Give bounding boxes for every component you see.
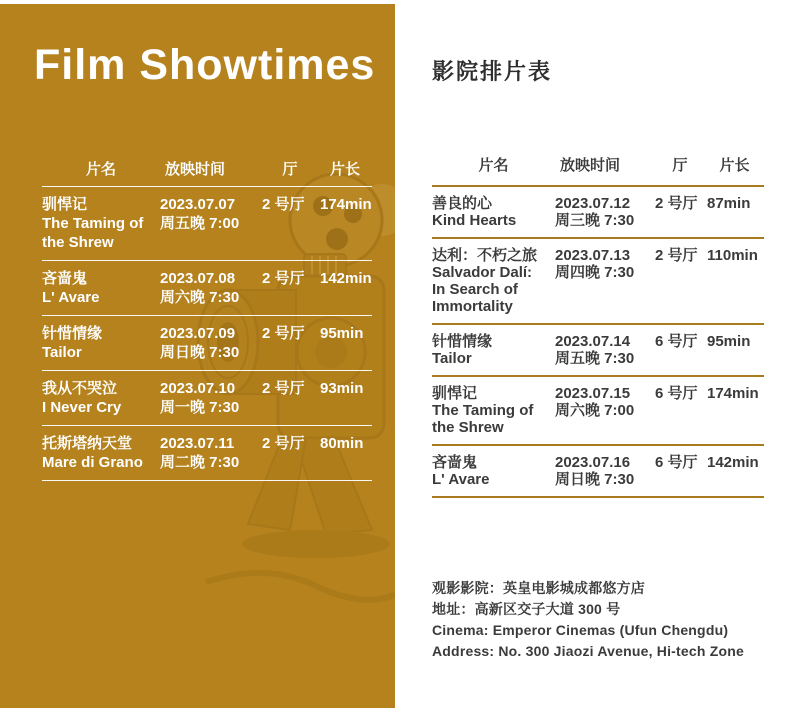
table-row — [432, 239, 764, 325]
table-row — [432, 325, 764, 377]
show-date: 2023.07.11 — [160, 435, 235, 452]
film-title-zh: 达利：不朽之旅 — [432, 247, 538, 264]
header-duration: 片长 — [329, 161, 360, 178]
film-title-en: Salvador Dalí: In Search of Immortality — [432, 264, 533, 315]
table-row — [432, 446, 764, 498]
show-date: 2023.07.16 — [555, 454, 631, 471]
header-show-time: 放映时间 — [560, 157, 621, 174]
show-date: 2023.07.07 — [160, 196, 236, 213]
table-row — [42, 316, 372, 371]
table-header-row — [432, 150, 764, 187]
hall: 2 号厅 — [655, 195, 698, 212]
show-time: 周日晚 7:30 — [555, 471, 635, 488]
poster-title: Film Showtimes — [34, 41, 376, 89]
header-show-time: 放映时间 — [165, 161, 226, 178]
header-film-name: 片名 — [478, 157, 509, 174]
film-title-zh: 我从不哭泣 — [42, 380, 118, 397]
show-time: 周四晚 7:30 — [555, 264, 635, 281]
table-row — [432, 187, 764, 239]
film-title-en: Kind Hearts — [432, 212, 517, 229]
header-duration: 片长 — [719, 157, 750, 174]
header-hall: 厅 — [282, 161, 298, 178]
showtimes-table-white — [432, 150, 764, 498]
film-title-en: I Never Cry — [42, 399, 122, 416]
hall: 6 号厅 — [655, 385, 698, 402]
film-title-zh: 托斯塔纳天堂 — [42, 435, 133, 452]
film-title-zh: 善良的心 — [432, 195, 493, 212]
duration: 174min — [320, 196, 372, 213]
duration: 87min — [707, 195, 751, 212]
show-time: 周三晚 7:30 — [555, 212, 635, 229]
film-title-zh: 针惜情缘 — [42, 325, 103, 342]
show-date: 2023.07.15 — [555, 385, 631, 402]
film-title-en: L' Avare — [42, 289, 100, 306]
show-date: 2023.07.09 — [160, 325, 236, 342]
show-date: 2023.07.10 — [160, 380, 236, 397]
schedule-title: 影院排片表 — [432, 59, 553, 84]
showtimes-table-gold — [42, 152, 372, 481]
table-row — [42, 261, 372, 316]
cinema-address-zh: 地址：高新区交子大道 300 号 — [432, 601, 621, 617]
show-time: 周五晚 7:30 — [555, 350, 635, 367]
show-time: 周一晚 7:30 — [160, 399, 240, 416]
cinema-address-en: Address: No. 300 Jiaozi Avenue, Hi-tech Zone — [432, 643, 744, 659]
film-title-zh: 驯悍记 — [42, 196, 88, 213]
header-hall: 厅 — [672, 157, 688, 174]
table-row — [42, 187, 372, 261]
film-title-en: The Taming of the Shrew — [42, 215, 144, 251]
show-date: 2023.07.13 — [555, 247, 631, 264]
hall: 2 号厅 — [262, 196, 305, 213]
film-title-zh: 吝啬鬼 — [42, 270, 88, 287]
hall: 6 号厅 — [655, 454, 698, 471]
film-title-zh: 吝啬鬼 — [432, 454, 478, 471]
table-header-row — [42, 152, 372, 187]
cinema-name-zh: 观影影院：英皇电影城成都悠方店 — [432, 580, 645, 596]
duration: 95min — [707, 333, 751, 350]
show-time: 周六晚 7:00 — [555, 402, 635, 419]
duration: 95min — [320, 325, 364, 342]
duration: 93min — [320, 380, 364, 397]
cinema-name-en: Cinema: Emperor Cinemas (Ufun Chengdu) — [432, 622, 729, 638]
table-row — [432, 377, 764, 446]
duration: 142min — [320, 270, 372, 287]
hall: 2 号厅 — [262, 270, 305, 287]
show-time: 周六晚 7:30 — [160, 289, 240, 306]
show-date: 2023.07.14 — [555, 333, 631, 350]
hall: 2 号厅 — [655, 247, 698, 264]
left-panel — [0, 4, 395, 708]
film-title-en: Tailor — [42, 344, 82, 361]
cinema-info — [432, 578, 744, 662]
hall: 2 号厅 — [262, 325, 305, 342]
hall: 2 号厅 — [262, 435, 305, 452]
film-title-en: The Taming of the Shrew — [432, 402, 534, 436]
duration: 110min — [707, 247, 758, 264]
film-title-zh: 针惜情缘 — [432, 333, 493, 350]
table-row — [42, 371, 372, 426]
film-title-en: Tailor — [432, 350, 472, 367]
film-title-en: Mare di Grano — [42, 454, 143, 471]
right-panel — [395, 0, 792, 713]
show-time: 周五晚 7:00 — [160, 215, 240, 232]
show-time: 周日晚 7:30 — [160, 344, 240, 361]
header-film-name: 片名 — [85, 161, 116, 178]
duration: 142min — [707, 454, 759, 471]
film-title-zh: 驯悍记 — [432, 385, 478, 402]
duration: 80min — [320, 435, 364, 452]
hall: 6 号厅 — [655, 333, 698, 350]
show-date: 2023.07.08 — [160, 270, 236, 287]
table-row — [42, 426, 372, 481]
show-date: 2023.07.12 — [555, 195, 631, 212]
show-time: 周二晚 7:30 — [160, 454, 240, 471]
hall: 2 号厅 — [262, 380, 305, 397]
film-title-en: L' Avare — [432, 471, 490, 488]
duration: 174min — [707, 385, 759, 402]
